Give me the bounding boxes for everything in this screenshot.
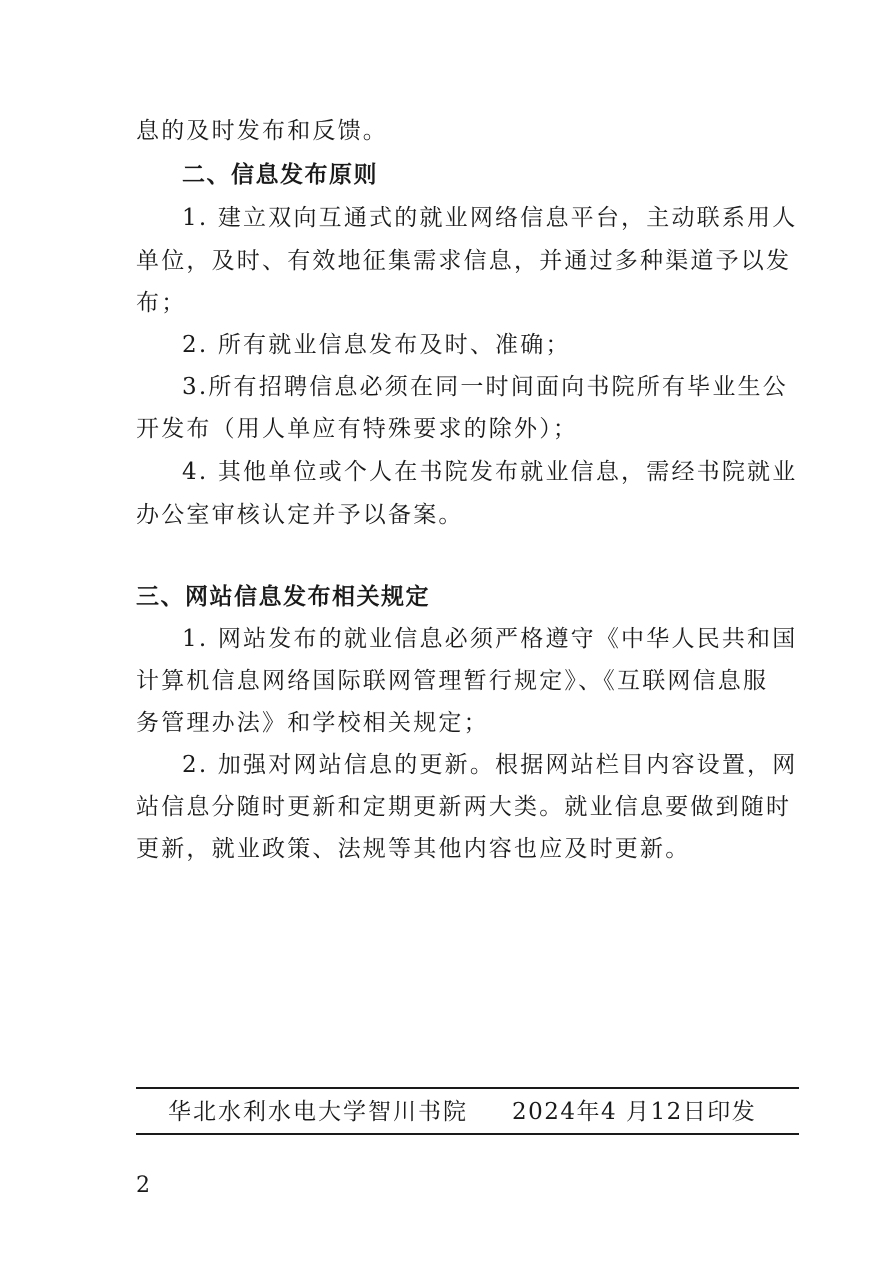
section-heading-2: 二、信息发布原则: [182, 162, 378, 188]
body-line: 布；: [136, 290, 187, 316]
body-line: 2. 所有就业信息发布及时、准确；: [182, 332, 571, 358]
footer-date: 2024年4 月12日印发: [512, 1099, 757, 1125]
body-line: 计算机信息网络国际联网管理暂行规定》、《互联网信息服: [136, 668, 769, 694]
body-line: 1. 网站发布的就业信息必须严格遵守《中华人民共和国: [182, 626, 798, 652]
body-line: 3.所有招聘信息必须在同一时间面向书院所有毕业生公: [182, 374, 788, 400]
footer-bottom-rule: [136, 1133, 799, 1135]
body-line: 4. 其他单位或个人在书院发布就业信息，需经书院就业: [182, 459, 798, 485]
body-line: 息的及时发布和反馈。: [136, 118, 388, 144]
body-line: 单位，及时、有效地征集需求信息，并通过多种渠道予以发: [136, 248, 792, 274]
footer-organization: 华北水利水电大学智川书院: [168, 1099, 468, 1125]
body-line: 站信息分随时更新和定期更新两大类。就业信息要做到随时: [136, 794, 792, 820]
body-line: 1. 建立双向互通式的就业网络信息平台，主动联系用人: [182, 205, 798, 231]
page-number: 2: [136, 1173, 150, 1198]
body-line: 务管理办法》和学校相关规定；: [136, 710, 489, 736]
body-line: 2. 加强对网站信息的更新。根据网站栏目内容设置，网: [182, 752, 798, 778]
body-line: 开发布（用人单应有特殊要求的除外）；: [136, 416, 579, 442]
body-line: 更新，就业政策、法规等其他内容也应及时更新。: [136, 836, 691, 862]
footer-top-rule: [136, 1087, 799, 1089]
body-line: 办公室审核认定并予以备案。: [136, 502, 464, 528]
section-heading-3: 三、网站信息发布相关规定: [136, 584, 430, 610]
